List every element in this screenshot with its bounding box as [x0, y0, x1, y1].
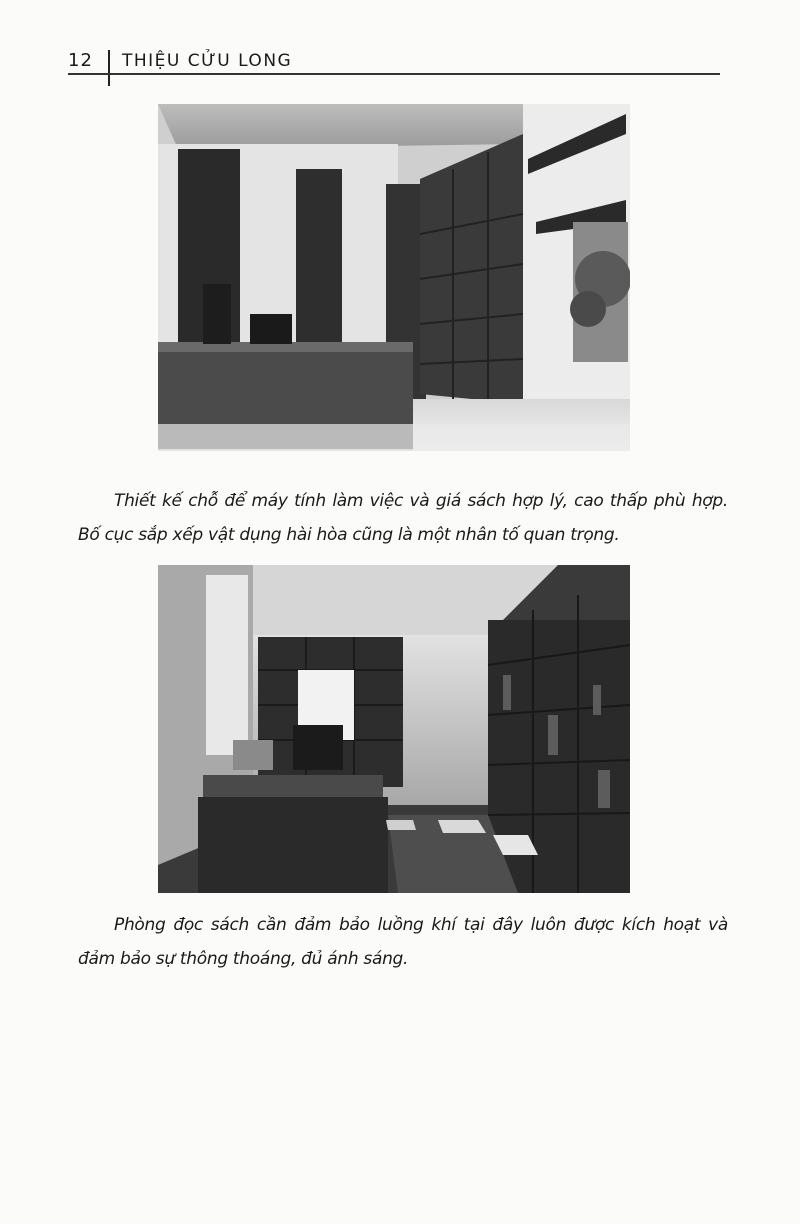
- page-number: 12: [68, 50, 93, 71]
- caption-reading-room: Phòng đọc sách cần đảm bảo luồng khí tại đây luôn được kích hoạt và đảm bảo sự thông thoáng, đủ ánh sáng.: [78, 915, 728, 969]
- office-workspace-photo: [158, 104, 630, 451]
- running-header-author: THIỆU CỬU LONG: [122, 51, 293, 71]
- caption-office: Thiết kế chỗ để máy tính làm việc và giá sách hợp lý, cao thấp phù hợp. Bố cục sắp xếp vật dụng hài hòa cũng là một nhân tố quan trọng.: [78, 491, 728, 545]
- header-divider: [108, 50, 110, 86]
- reading-room-photo: [158, 565, 630, 893]
- running-header: [68, 50, 720, 76]
- header-rule: [68, 73, 720, 75]
